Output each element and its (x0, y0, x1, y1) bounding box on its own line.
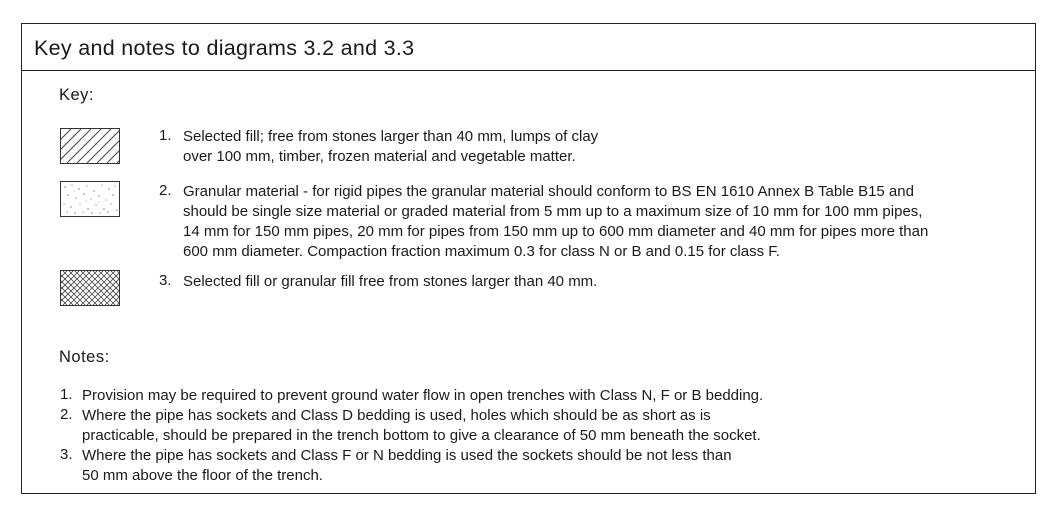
stipple-swatch-icon (60, 181, 120, 217)
key-heading: Key: (59, 86, 95, 104)
note-text (82, 446, 732, 486)
note-line: Where the pipe has sockets and Class F or N bedding is used the sockets should be not less than (82, 447, 732, 464)
key-item-line: Selected fill; free from stones larger than 40 mm, lumps of clay (183, 128, 599, 145)
key-item-description (183, 272, 1033, 292)
key-item-line: Selected fill or granular fill free from stones larger than 40 mm. (183, 273, 598, 290)
key-item-line: should be single size material or graded material from 5 mm up to a maximum size of 10 mm for 100 mm pipes, (183, 203, 923, 220)
note-text (82, 386, 763, 406)
diagonal-hatch-swatch-icon (60, 128, 120, 164)
key-item-line: 14 mm for 150 mm pipes, 20 mm for pipes from 150 mm up to 600 mm diameter and 40 mm for pipes more than (183, 223, 929, 240)
key-item-line: 600 mm diameter. Compaction fraction maximum 0.3 for class N or B and 0.15 for class F. (183, 243, 780, 260)
page-title: Key and notes to diagrams 3.2 and 3.3 (34, 36, 415, 60)
notes-heading: Notes: (59, 348, 110, 366)
note-number: 1. (60, 386, 73, 403)
note-number: 3. (60, 446, 73, 463)
key-item-line: over 100 mm, timber, frozen material and vegetable matter. (183, 148, 576, 165)
key-item-number: 2. (159, 182, 172, 199)
panel-header (22, 24, 1035, 71)
key-item-number: 1. (159, 127, 172, 144)
key-notes-panel (21, 23, 1036, 494)
note-line: Where the pipe has sockets and Class D bedding is used, holes which should be as short as is (82, 407, 711, 424)
note-text (82, 406, 761, 446)
note-line: practicable, should be prepared in the trench bottom to give a clearance of 50 mm beneath the socket. (82, 427, 761, 444)
cross-hatch-swatch-icon (60, 270, 120, 306)
key-item-line: Granular material - for rigid pipes the granular material should conform to BS EN 1610 Annex B Table B15 and (183, 183, 914, 200)
key-item-description (183, 127, 1033, 167)
note-number: 2. (60, 406, 73, 423)
key-item-description (183, 182, 1033, 262)
note-line: 50 mm above the floor of the trench. (82, 467, 323, 484)
note-line: Provision may be required to prevent ground water flow in open trenches with Class N, F or B bedding. (82, 387, 764, 404)
key-item-number: 3. (159, 272, 172, 289)
